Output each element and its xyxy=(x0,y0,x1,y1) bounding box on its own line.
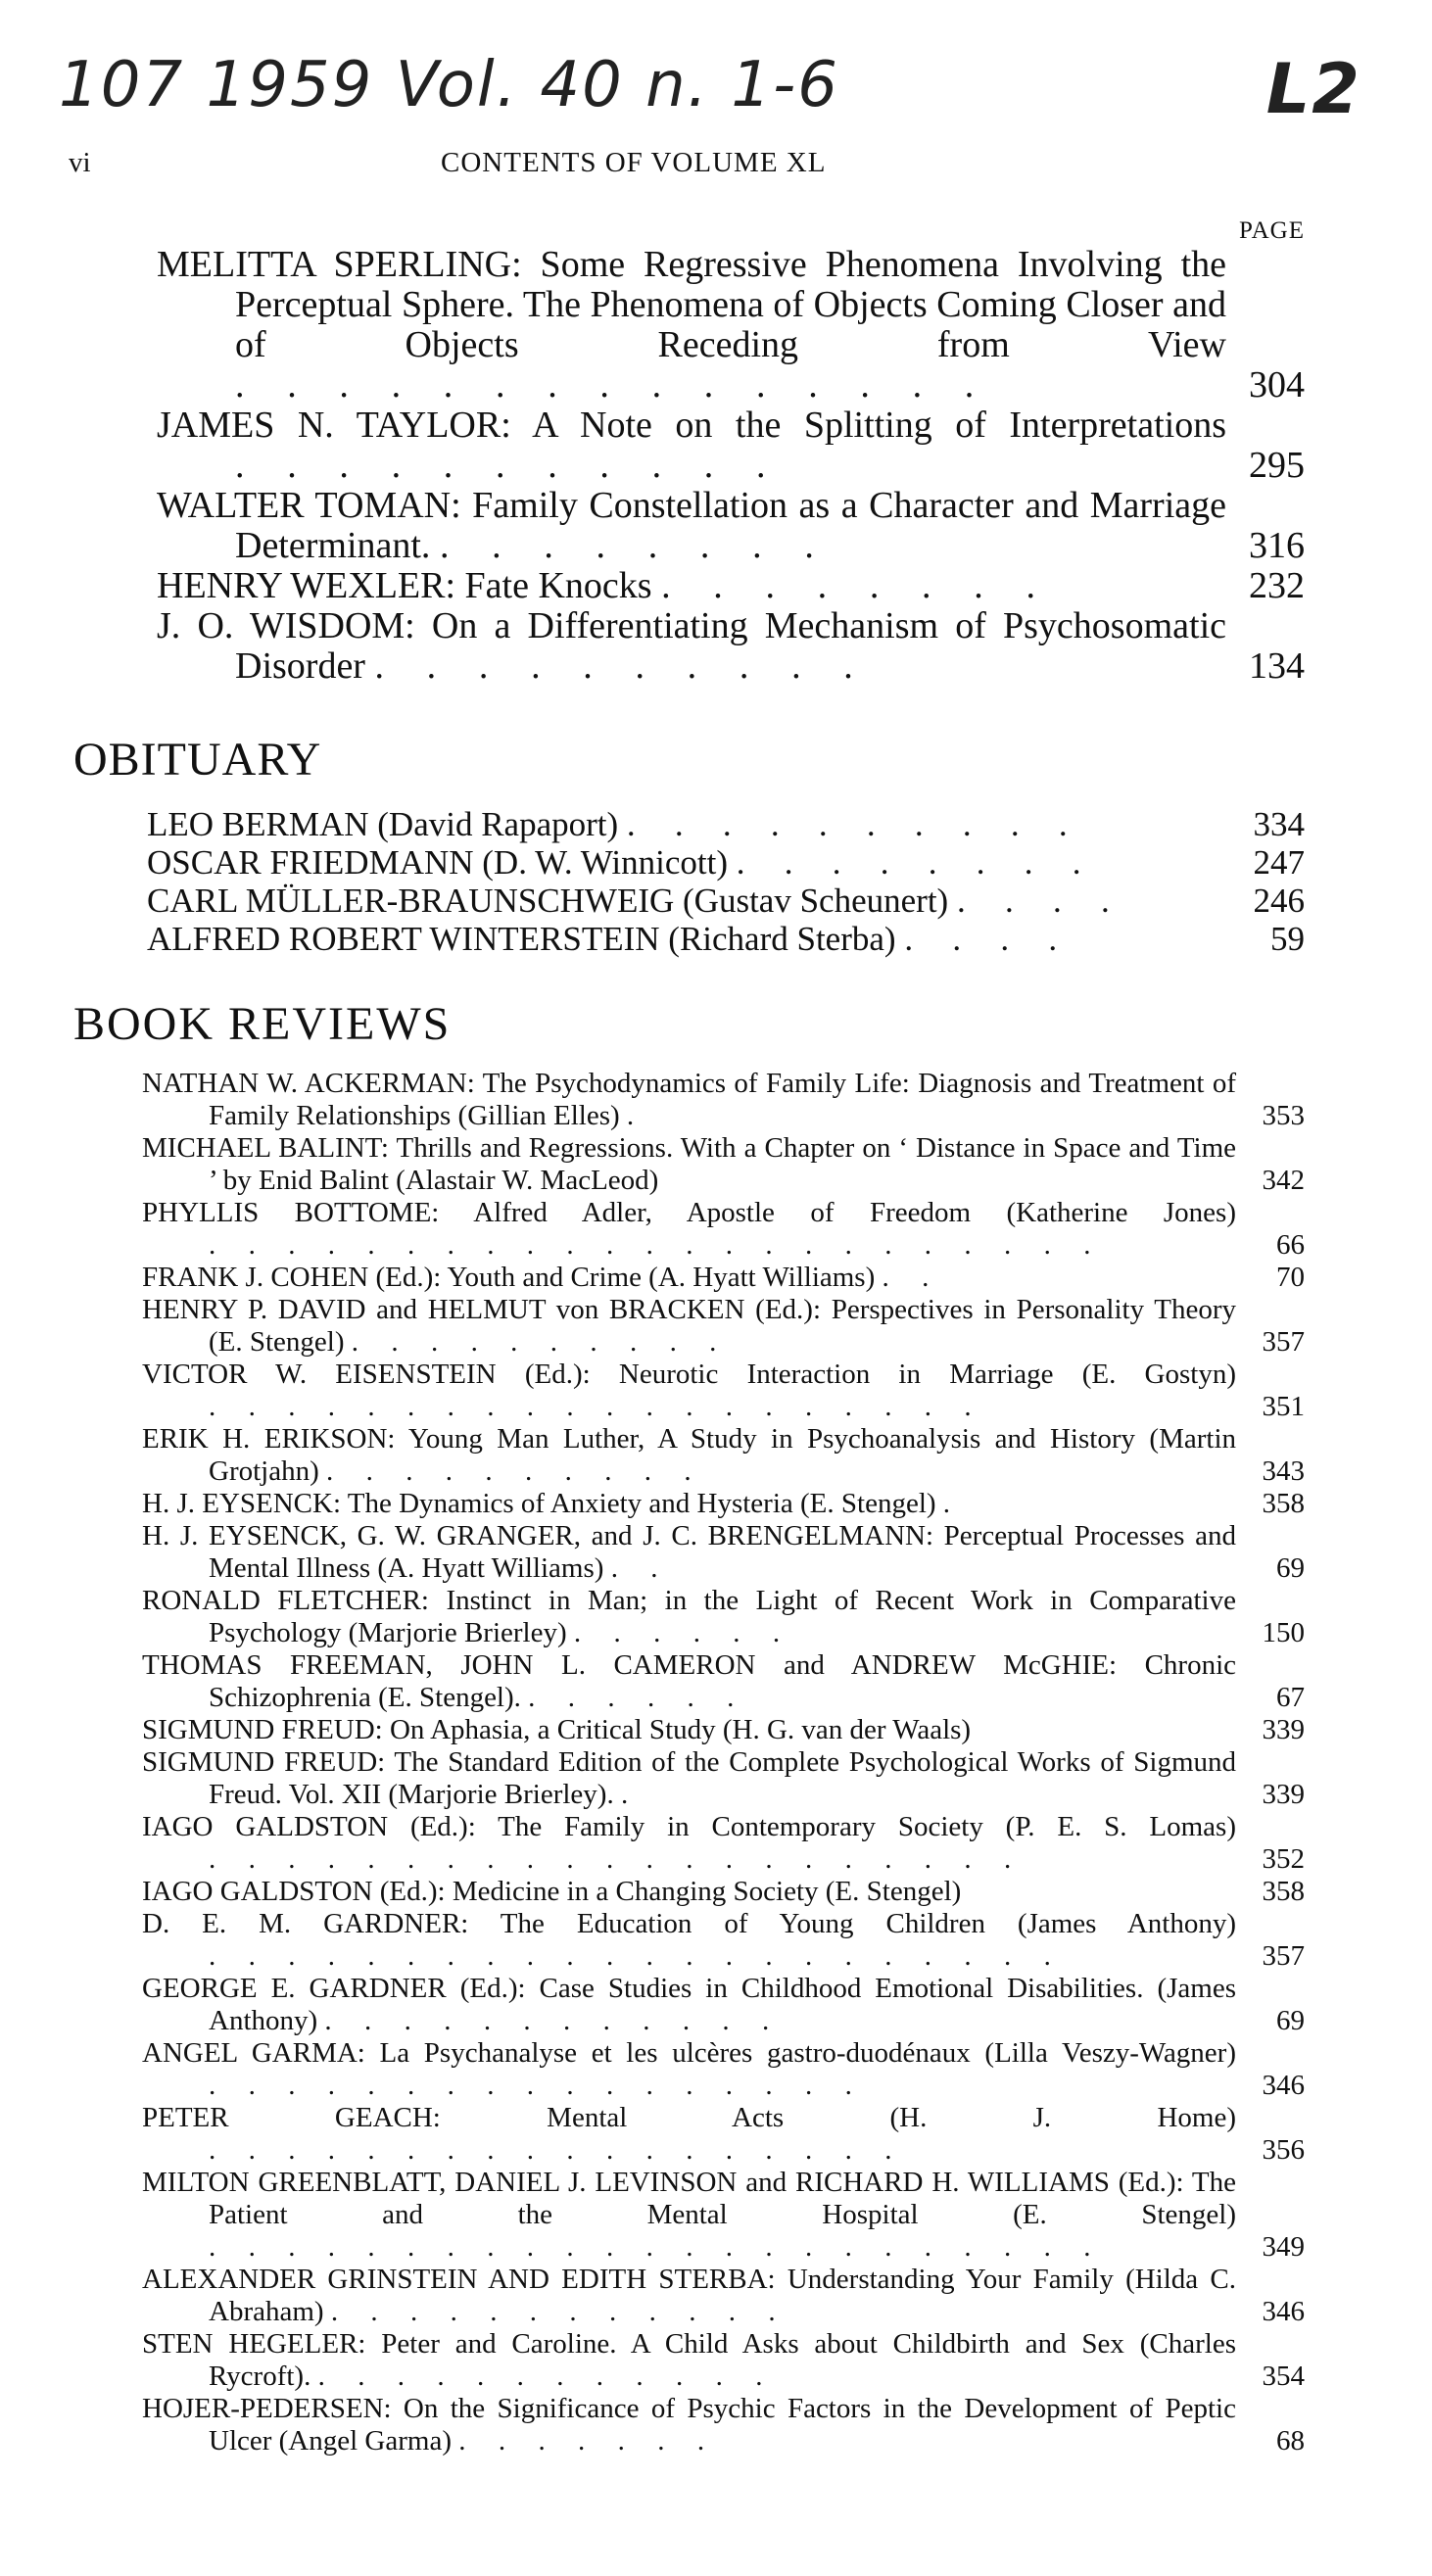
dot-leader: . . . . . . . . . . . . xyxy=(324,2005,783,2036)
entry-page: 354 xyxy=(1262,2361,1305,2392)
entry-text: IAGO GALDSTON (Ed.): Medicine in a Changing Society (E. Stengel) xyxy=(142,1876,962,1907)
dot-leader: . . . . . . xyxy=(528,1682,747,1713)
list-item xyxy=(147,920,1305,958)
entry-text: SIGMUND FREUD: The Standard Edition of the Complete Psychological Works of Sigmund Freud. Vol. XII (Marjorie Brierley). xyxy=(142,1746,1236,1810)
dot-leader: . . . . . . . . . . . . . . . . . . . . . xyxy=(209,1843,1025,1875)
entry-page: 246 xyxy=(1253,882,1305,920)
entry-text: IAGO GALDSTON (Ed.): The Family in Contemporary Society (P. E. S. Lomas) xyxy=(142,1811,1236,1842)
entry-page: 334 xyxy=(1253,805,1305,843)
dot-leader: . . . . . . . . . . . . . . . . . . . . xyxy=(209,1391,984,1422)
dot-leader: . . . . . . . . xyxy=(439,525,831,566)
entry-text: ALFRED ROBERT WINTERSTEIN (Richard Sterba) xyxy=(147,920,896,958)
book-reviews-heading: BOOK REVIEWS xyxy=(73,998,452,1050)
list-item xyxy=(142,2167,1305,2264)
dot-leader: . . xyxy=(882,1262,942,1293)
list-item xyxy=(142,2037,1305,2102)
dot-leader: . . . . . . . . . . . . . . . . . . . . . . . xyxy=(209,2231,1104,2263)
dot-leader: . . . . . . . . . . xyxy=(626,805,1083,843)
page-title: CONTENTS OF VOLUME XL xyxy=(441,147,827,178)
dot-leader: . xyxy=(626,1100,647,1131)
dot-leader: . . . . . . . . . . . . . . . . . . xyxy=(209,2134,905,2166)
entry-text: MILTON GREENBLATT, DANIEL J. LEVINSON and RICHARD H. WILLIAMS (Ed.): The Patient and the Mental Hospital (E. Stengel) xyxy=(142,2167,1236,2230)
list-item xyxy=(142,2102,1305,2167)
page-number: vi xyxy=(69,147,91,178)
entry-page: 343 xyxy=(1262,1455,1305,1487)
articles-list xyxy=(157,245,1305,687)
entry-text: PETER GEACH: Mental Acts (H. J. Home) xyxy=(142,2102,1236,2133)
list-item xyxy=(142,1488,1305,1520)
list-item xyxy=(157,566,1305,606)
entry-page: 304 xyxy=(1249,364,1305,405)
list-item xyxy=(142,1359,1305,1423)
entry-page: 59 xyxy=(1270,920,1305,958)
dot-leader: . xyxy=(620,1779,642,1810)
entry-text: SIGMUND FREUD: On Aphasia, a Critical Study (H. G. van der Waals) xyxy=(142,1714,972,1745)
list-item xyxy=(142,2264,1305,2328)
entry-page: 339 xyxy=(1262,1779,1305,1810)
list-item xyxy=(142,1262,1305,1294)
entry-text: RONALD FLETCHER: Instinct in Man; in the Light of Recent Work in Comparative Psychology (Marjorie Brierley) xyxy=(142,1585,1236,1648)
list-item xyxy=(142,1423,1305,1488)
dot-leader: . . . . . . . . xyxy=(661,565,1053,606)
entry-text: JAMES N. TAYLOR: A Note on the Splitting of Interpretations xyxy=(157,405,1226,446)
entry-text: OSCAR FRIEDMANN (D. W. Winnicott) xyxy=(147,843,728,882)
entry-page: 70 xyxy=(1276,1262,1305,1293)
list-item xyxy=(142,1811,1305,1876)
page-header xyxy=(69,147,1293,186)
entry-text: ANGEL GARMA: La Psychanalyse et les ulcères gastro-duodénaux (Lilla Veszy-Wagner) xyxy=(142,2037,1236,2069)
entry-page: 150 xyxy=(1262,1617,1305,1648)
entry-text: VICTOR W. EISENSTEIN (Ed.): Neurotic Interaction in Marriage (E. Gostyn) xyxy=(142,1359,1236,1390)
dot-leader: . . . . . . xyxy=(573,1617,793,1648)
entry-page: 247 xyxy=(1253,843,1305,882)
page-column-label: PAGE xyxy=(1239,217,1305,244)
entry-page: 69 xyxy=(1276,1552,1305,1584)
list-item xyxy=(142,1908,1305,1973)
dot-leader: . . . . xyxy=(904,920,1073,958)
entry-text: D. E. M. GARDNER: The Education of Young Children (James Anthony) xyxy=(142,1908,1236,1939)
list-item xyxy=(147,805,1305,843)
entry-page: 353 xyxy=(1262,1100,1305,1131)
handwritten-annotation xyxy=(59,29,1361,137)
entry-page: 232 xyxy=(1249,565,1305,606)
dot-leader: . . . . . . . . . . xyxy=(351,1326,730,1358)
entry-page: 342 xyxy=(1262,1165,1305,1196)
obituary-list xyxy=(147,805,1305,958)
entry-text: WALTER TOMAN: Family Constellation as a Character and Marriage Determinant. xyxy=(157,485,1226,566)
entry-text: ALEXANDER GRINSTEIN AND EDITH STERBA: Understanding Your Family (Hilda C. Abraham) xyxy=(142,2264,1236,2327)
entry-page: 346 xyxy=(1262,2070,1305,2101)
entry-text: J. O. WISDOM: On a Differentiating Mechanism of Psychosomatic Disorder xyxy=(157,605,1226,687)
list-item xyxy=(142,1294,1305,1359)
list-item xyxy=(157,245,1305,405)
entry-text: STEN HEGELER: Peter and Caroline. A Child Asks about Childbirth and Sex (Charles Rycroft). xyxy=(142,2328,1236,2392)
entry-text: HOJER-PEDERSEN: On the Significance of Psychic Factors in the Development of Peptic Ulcer (Angel Garma) xyxy=(142,2393,1236,2457)
list-item xyxy=(142,2328,1305,2393)
dot-leader: . . . . . . . . . . . . xyxy=(317,2361,776,2392)
entry-page: 352 xyxy=(1262,1843,1305,1875)
list-item xyxy=(142,1068,1305,1132)
dot-leader: . . . . . . . . . . . xyxy=(235,445,783,486)
entry-text: CARL MÜLLER-BRAUNSCHWEIG (Gustav Scheunert) xyxy=(147,882,949,920)
entry-text: FRANK J. COHEN (Ed.): Youth and Crime (A. Hyatt Williams) xyxy=(142,1262,876,1293)
book-reviews-list xyxy=(142,1068,1305,2457)
list-item xyxy=(142,1649,1305,1714)
dot-leader: . xyxy=(942,1488,964,1519)
entry-page: 67 xyxy=(1276,1682,1305,1713)
list-item xyxy=(142,2393,1305,2457)
list-item xyxy=(142,1520,1305,1585)
entry-text: PHYLLIS BOTTOME: Alfred Adler, Apostle of Freedom (Katherine Jones) xyxy=(142,1197,1236,1228)
entry-page: 69 xyxy=(1276,2005,1305,2036)
dot-leader: . . . . . . . . . . xyxy=(326,1455,704,1487)
entry-page: 339 xyxy=(1262,1714,1305,1745)
dot-leader: . . . . . . . xyxy=(458,2425,718,2457)
list-item xyxy=(157,606,1305,687)
dot-leader: . . . . . . . . . . . . . . . . . xyxy=(209,2070,865,2101)
entry-text: LEO BERMAN (David Rapaport) xyxy=(147,805,619,843)
entry-page: 66 xyxy=(1276,1229,1305,1261)
list-item xyxy=(142,1876,1305,1908)
dot-leader: . . . . . . . . . . . . xyxy=(330,2296,788,2327)
list-item xyxy=(157,486,1305,566)
entry-page: 351 xyxy=(1262,1391,1305,1422)
entry-page: 349 xyxy=(1262,2231,1305,2263)
entry-text: H. J. EYSENCK, G. W. GRANGER, and J. C. BRENGELMANN: Perceptual Processes and Mental Illness (A. Hyatt Williams) xyxy=(142,1520,1236,1584)
entry-text: GEORGE E. GARDNER (Ed.): Case Studies in Childhood Emotional Disabilities. (James Anthony) xyxy=(142,1973,1236,2036)
entry-page: 358 xyxy=(1262,1488,1305,1519)
list-item xyxy=(147,882,1305,920)
dot-leader: . . xyxy=(610,1552,671,1584)
entry-page: 358 xyxy=(1262,1876,1305,1907)
entry-page: 68 xyxy=(1276,2425,1305,2457)
entry-text: THOMAS FREEMAN, JOHN L. CAMERON and ANDREW McGHIE: Chronic Schizophrenia (E. Stengel). xyxy=(142,1649,1236,1713)
entry-page: 356 xyxy=(1262,2134,1305,2166)
entry-text: ERIK H. ERIKSON: Young Man Luther, A Study in Psychoanalysis and History (Martin Grotjahn) xyxy=(142,1423,1236,1487)
dot-leader: . . . . . . . . . . . . . . . xyxy=(235,364,991,405)
entry-page: 295 xyxy=(1249,445,1305,486)
list-item xyxy=(142,1197,1305,1262)
entry-text: HENRY WEXLER: Fate Knocks xyxy=(157,565,652,606)
list-item xyxy=(157,405,1305,486)
dot-leader: . . . . xyxy=(956,882,1125,920)
handwritten-shelf-code: L2 xyxy=(1265,49,1361,129)
list-item xyxy=(142,1132,1305,1197)
list-item xyxy=(147,843,1305,882)
list-item xyxy=(142,1973,1305,2037)
dot-leader: . . . . . . . . xyxy=(736,843,1097,882)
entry-text: MELITTA SPERLING: Some Regressive Phenomena Involving the Perceptual Sphere. The Phenomena of Objects Coming Closer and of Objects Receding from View xyxy=(157,244,1226,365)
list-item xyxy=(142,1585,1305,1649)
obituary-heading: OBITUARY xyxy=(73,734,322,786)
handwritten-volume-note: 107 1959 Vol. 40 n. 1-6 xyxy=(59,49,839,121)
entry-page: 357 xyxy=(1262,1940,1305,1972)
dot-leader: . . . . . . . . . . xyxy=(374,645,870,687)
entry-page: 316 xyxy=(1249,525,1305,566)
entry-text: MICHAEL BALINT: Thrills and Regressions. With a Chapter on ‘ Distance in Space and Time ’ by Enid Balint (Alastair W. MacLeod) xyxy=(142,1132,1236,1196)
list-item xyxy=(142,1714,1305,1746)
entry-page: 346 xyxy=(1262,2296,1305,2327)
entry-text: NATHAN W. ACKERMAN: The Psychodynamics of Family Life: Diagnosis and Treatment of Family Relationships (Gillian Elles) xyxy=(142,1068,1236,1131)
entry-page: 357 xyxy=(1262,1326,1305,1358)
entry-text: H. J. EYSENCK: The Dynamics of Anxiety and Hysteria (E. Stengel) xyxy=(142,1488,936,1519)
dot-leader: . . . . . . . . . . . . . . . . . . . . . . . xyxy=(209,1229,1104,1261)
entry-text: HENRY P. DAVID and HELMUT von BRACKEN (Ed.): Perspectives in Personality Theory (E. Stengel) xyxy=(142,1294,1236,1358)
list-item xyxy=(142,1746,1305,1811)
dot-leader: . . . . . . . . . . . . . . . . . . . . . . xyxy=(209,1940,1064,1972)
entry-page: 134 xyxy=(1249,645,1305,687)
